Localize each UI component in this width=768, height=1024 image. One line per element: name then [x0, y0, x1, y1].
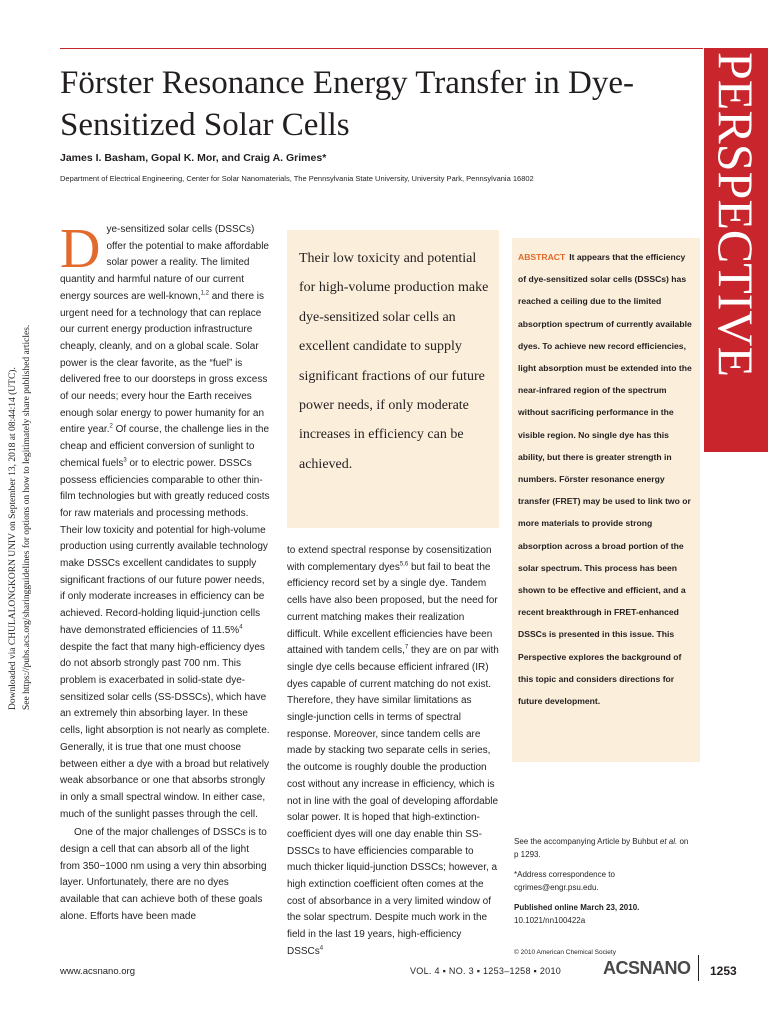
text-run: on p 1293. — [514, 837, 689, 859]
published-date: Published online March 23, 2010. — [514, 903, 640, 912]
paragraph-3 — [287, 543, 499, 961]
copyright: © 2010 American Chemical Society — [514, 949, 616, 956]
article-title: Förster Resonance Energy Transfer in Dye-Sensitized Solar Cells — [60, 65, 635, 143]
body-column-1 — [60, 218, 270, 926]
download-note-line2: See https://pubs.acs.org/sharingguidelines for options on how to legitimately share published articles. — [22, 324, 32, 710]
drop-cap: D — [60, 218, 101, 280]
authors: James I. Basham, Gopal K. Mor, and Craig A. Grimes* — [60, 152, 327, 164]
text-run: they are on par with single dye cells because efficient infrared (IR) dyes capable of current matching do not exist. Therefore, they have similar limitations as single-junction cells in terms of spectral response. Moreover, since tandem cells are made by stacking two separate cells in series, the outcome is roughly double the production cost without any increase in efficiency, which is not in line with the goal of developing affordable solar power. It is hoped that high-extinction-coefficient dyes will one day enable thin SS-DSSCs to have efficiencies comparable to much thicker liquid-junction DSSCs; however, a high extinction coefficient often comes at the cost of absorbance in a very limited window of the solar spectrum. Despite much work in the field in the last 19 years, high-efficiency DSSCs — [287, 645, 499, 957]
section-label: PERSPECTIVE — [708, 52, 764, 378]
download-note-line1: Downloaded via CHULALONGKORN UNIV on September 13, 2018 at 08:44:14 (UTC). — [8, 367, 18, 710]
footer-separator — [698, 955, 699, 981]
page-number: 1253 — [710, 964, 737, 978]
body-column-2 — [287, 543, 499, 961]
accompanying-article-note — [514, 836, 694, 861]
section-band — [704, 48, 768, 452]
text-run: or to electric power. DSSCs possess efficiencies comparable to other thin-film technologies but with greatly reduced costs for raw materials and processing methods. Their low toxicity and potential for high-volume production using currently available technology make DSSCs excellent candidates to supply significant fractions of our future power needs, if only moderate increases in efficiency can be achieved. Record-holding liquid-junction cells have demonstrated efficiencies of 11.5% — [60, 457, 270, 636]
text-run: et al. — [659, 837, 678, 846]
journal-logo: ACSNANO — [603, 958, 691, 978]
footer-journal-info: VOL. 4 ▪ NO. 3 ▪ 1253–1258 ▪ 2010 — [410, 966, 562, 976]
ref: 1,2 — [200, 290, 209, 297]
abstract-label: ABSTRACT — [518, 252, 566, 262]
text-run: but fail to beat the efficiency record set by a single dye. Tandem cells have also been proposed, but the need for current matching makes their realization difficult. While excellent efficiencies have been attained with tandem cells, — [287, 561, 498, 657]
ref: 4 — [239, 624, 243, 631]
download-note — [6, 290, 42, 710]
text-run: Of course, the challenge lies in the cheap and efficient conversion of sunlight to chemical fuels — [60, 424, 270, 469]
top-rule — [60, 48, 703, 49]
text-run: and there is urgent need for a technology that can replace our current energy production infrastructure cheaply, cleanly, and on a global scale. Solar power is the clear favorite, as the “fuel” is delivered free to our doorsteps in gross excess of our needs; every hour the Earth receives enough solar energy to power humanity for an entire year. — [60, 290, 268, 436]
ref: 2 — [109, 424, 113, 431]
text-run: despite the fact that many high-efficiency dyes do not absorb strongly past 700 nm. This problem is exacerbated in solid-state dye-sensitized solar cells (SS-DSSCs), which have an extremely thin absorbing layer. In these cells, light absorption is not nearly as complete. Generally, it is true that one must choose between either a dye with a broad but relatively weak absorbance or one that absorbs strongly in only a small spectral window. In either case, much of the sunlight passes through the cell. — [60, 641, 270, 820]
ref: 4 — [319, 945, 324, 952]
text-run: ye-sensitized solar cells (DSSCs) offer the potential to make affordable solar power a reality. The limited quantity and harmful nature of our current energy sources are well-known, — [60, 224, 269, 302]
ref: 7 — [404, 644, 409, 651]
text-run: to extend spectral response by cosensitization with complementary dyes — [287, 545, 492, 573]
doi: 10.1021/nn100422a — [514, 915, 586, 925]
abstract-box — [512, 238, 700, 762]
paragraph-2: One of the major challenges of DSSCs is to design a cell that can absorb all of the light from 350−1000 nm using a very thin absorbing layer. Unfortunately, there are no dyes available that can achieve both of these goals alone. Efforts have been made — [60, 827, 267, 922]
affiliation: Department of Electrical Engineering, Center for Solar Nanomaterials, The Pennsylvania State University, University Park, Pennsylvania 16802 — [60, 174, 534, 183]
article-notes — [514, 836, 694, 935]
correspondence-note: *Address correspondence to cgrimes@engr.psu.edu. — [514, 870, 615, 892]
footer-url: www.acsnano.org — [60, 966, 135, 977]
paragraph-1 — [60, 218, 270, 823]
pull-quote: Their low toxicity and potential for high-volume production make dye-sensitized solar cells an excellent candidate to supply significant fractions of our future power needs, if only moderate increases in efficiency can be achieved. — [287, 230, 499, 528]
abstract-text: It appears that the efficiency of dye-sensitized solar cells (DSSCs) has reached a ceiling due to the limited absorption spectrum of currently available dyes. To achieve new record efficiencies, light absorption must be extended into the near-infrared region of the spectrum without sacrificing performance in the visible region. No single dye has this ability, but there is greater strength in numbers. Förster resonance energy transfer (FRET) may be used to link two or more materials to provide strong absorption across a broad portion of the solar spectrum. This process has been shown to be effective and efficient, and a recent breakthrough in FRET-enhanced DSSCs is presented in this issue. This Perspective explores the background of this topic and considers directions for future development. — [518, 252, 692, 707]
text-run: See the accompanying Article by Buhbut — [514, 837, 660, 846]
ref: 3 — [123, 457, 127, 464]
ref: 5,6 — [399, 561, 409, 568]
